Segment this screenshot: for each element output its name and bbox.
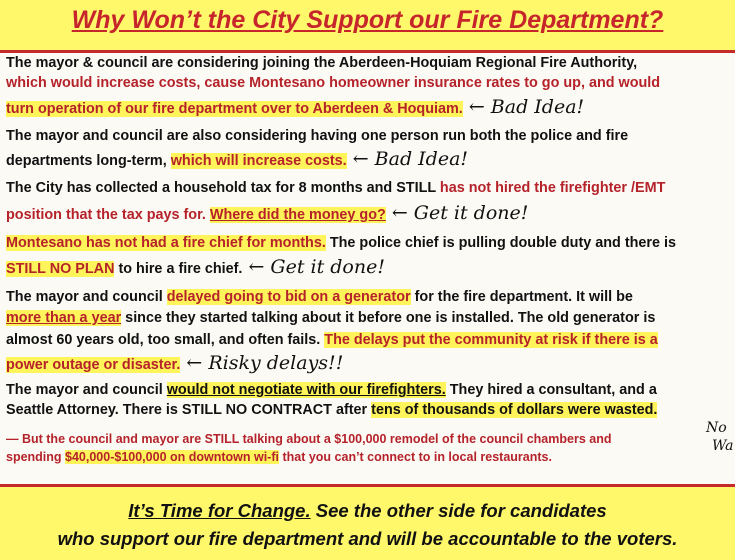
footer-slogan: It’s Time for Change. <box>128 500 311 521</box>
text-segment: The police chief is pulling double duty and there is <box>325 235 677 251</box>
text-segment: power outage or disaster. <box>6 357 181 373</box>
item-1-line-2 <box>6 75 660 91</box>
text-segment: to hire a fire chief. <box>114 261 243 277</box>
text-segment: STILL NO PLAN <box>6 261 115 277</box>
item-2-line-2 <box>6 148 468 170</box>
text-segment: which will increase costs. <box>170 153 347 169</box>
text-segment: that you can’t connect to in local restaurants. <box>278 450 552 464</box>
text-segment: The delays put the community at risk if there is a <box>324 332 658 348</box>
item-5-line-2 <box>6 310 655 326</box>
item-1-line-3 <box>6 96 584 118</box>
text-segment: since they started talking about it before one is installed. The old generator is <box>121 310 656 326</box>
footer-line-2: who support our fire department and will be accountable to the voters. <box>57 528 678 549</box>
text-segment: has not hired the firefighter /EMT <box>439 180 666 196</box>
item-5-line-1 <box>6 289 633 305</box>
item-2-line-1 <box>6 128 628 144</box>
item-7-line-1 <box>6 432 611 446</box>
text-segment: They hired a consultant, and a <box>445 382 657 398</box>
text-segment: more than a year <box>6 310 122 326</box>
text-segment: — But the council and mayor are STILL talking about a $100,000 remodel of the council chambers and <box>6 432 612 446</box>
text-segment: almost 60 years old, too small, and often fails. <box>6 332 325 348</box>
handwritten-note: ← Get it done! <box>385 202 529 224</box>
item-6-line-2 <box>6 402 657 418</box>
handwritten-note: ← Bad Idea! <box>462 96 585 118</box>
text-segment: The mayor and council <box>6 289 167 305</box>
item-3-line-1 <box>6 180 665 196</box>
handwritten-note: ← Bad Idea! <box>346 148 469 170</box>
text-segment: Where did the money go? <box>209 207 386 223</box>
text-segment: spending <box>6 450 66 464</box>
text-segment: position that the tax pays for. <box>6 207 210 223</box>
text-segment: Seattle Attorney. There is STILL NO CONTRACT after <box>6 402 372 418</box>
text-segment: Montesano has not had a fire chief for months. <box>6 235 326 251</box>
text-segment: The mayor & council are considering joining the Aberdeen-Hoquiam Regional Fire Authority, <box>6 55 638 71</box>
side-note-2: Wa <box>712 438 734 454</box>
side-note-1: No <box>706 420 727 436</box>
text-segment: The City has collected a household tax for 8 months and STILL <box>6 180 440 196</box>
item-3-line-2 <box>6 202 528 224</box>
item-6-line-1 <box>6 382 657 398</box>
item-1-line-1 <box>6 55 637 71</box>
item-7-line-2 <box>6 450 552 464</box>
item-5-line-4 <box>6 352 343 374</box>
text-segment: The mayor and council are also considering having one person run both the police and fire <box>6 128 629 144</box>
text-segment: delayed going to bid on a generator <box>166 289 411 305</box>
text-segment: which would increase costs, cause Montesano homeowner insurance rates to go up, and would <box>6 75 661 91</box>
text-segment: The mayor and council <box>6 382 167 398</box>
flyer-title: Why Won’t the City Support our Fire Department? <box>71 6 664 34</box>
item-4-line-2 <box>6 256 385 278</box>
handwritten-note: ← Risky delays!! <box>180 352 344 374</box>
footer-line-1 <box>0 500 735 522</box>
item-4-line-1 <box>6 235 676 251</box>
item-5-line-3 <box>6 332 658 348</box>
footer-line-1-rest: See the other side for candidates <box>310 500 607 521</box>
handwritten-note: ← Get it done! <box>242 256 385 278</box>
text-segment: $40,000-$100,000 on downtown wi-fi <box>65 450 279 464</box>
text-segment: would not negotiate with our firefighters. <box>166 382 446 398</box>
text-segment: tens of thousands of dollars were wasted. <box>371 402 658 418</box>
text-segment: departments long-term, <box>6 153 171 169</box>
text-segment: for the fire department. It will be <box>410 289 633 305</box>
text-segment: turn operation of our fire department over to Aberdeen & Hoquiam. <box>6 101 463 117</box>
